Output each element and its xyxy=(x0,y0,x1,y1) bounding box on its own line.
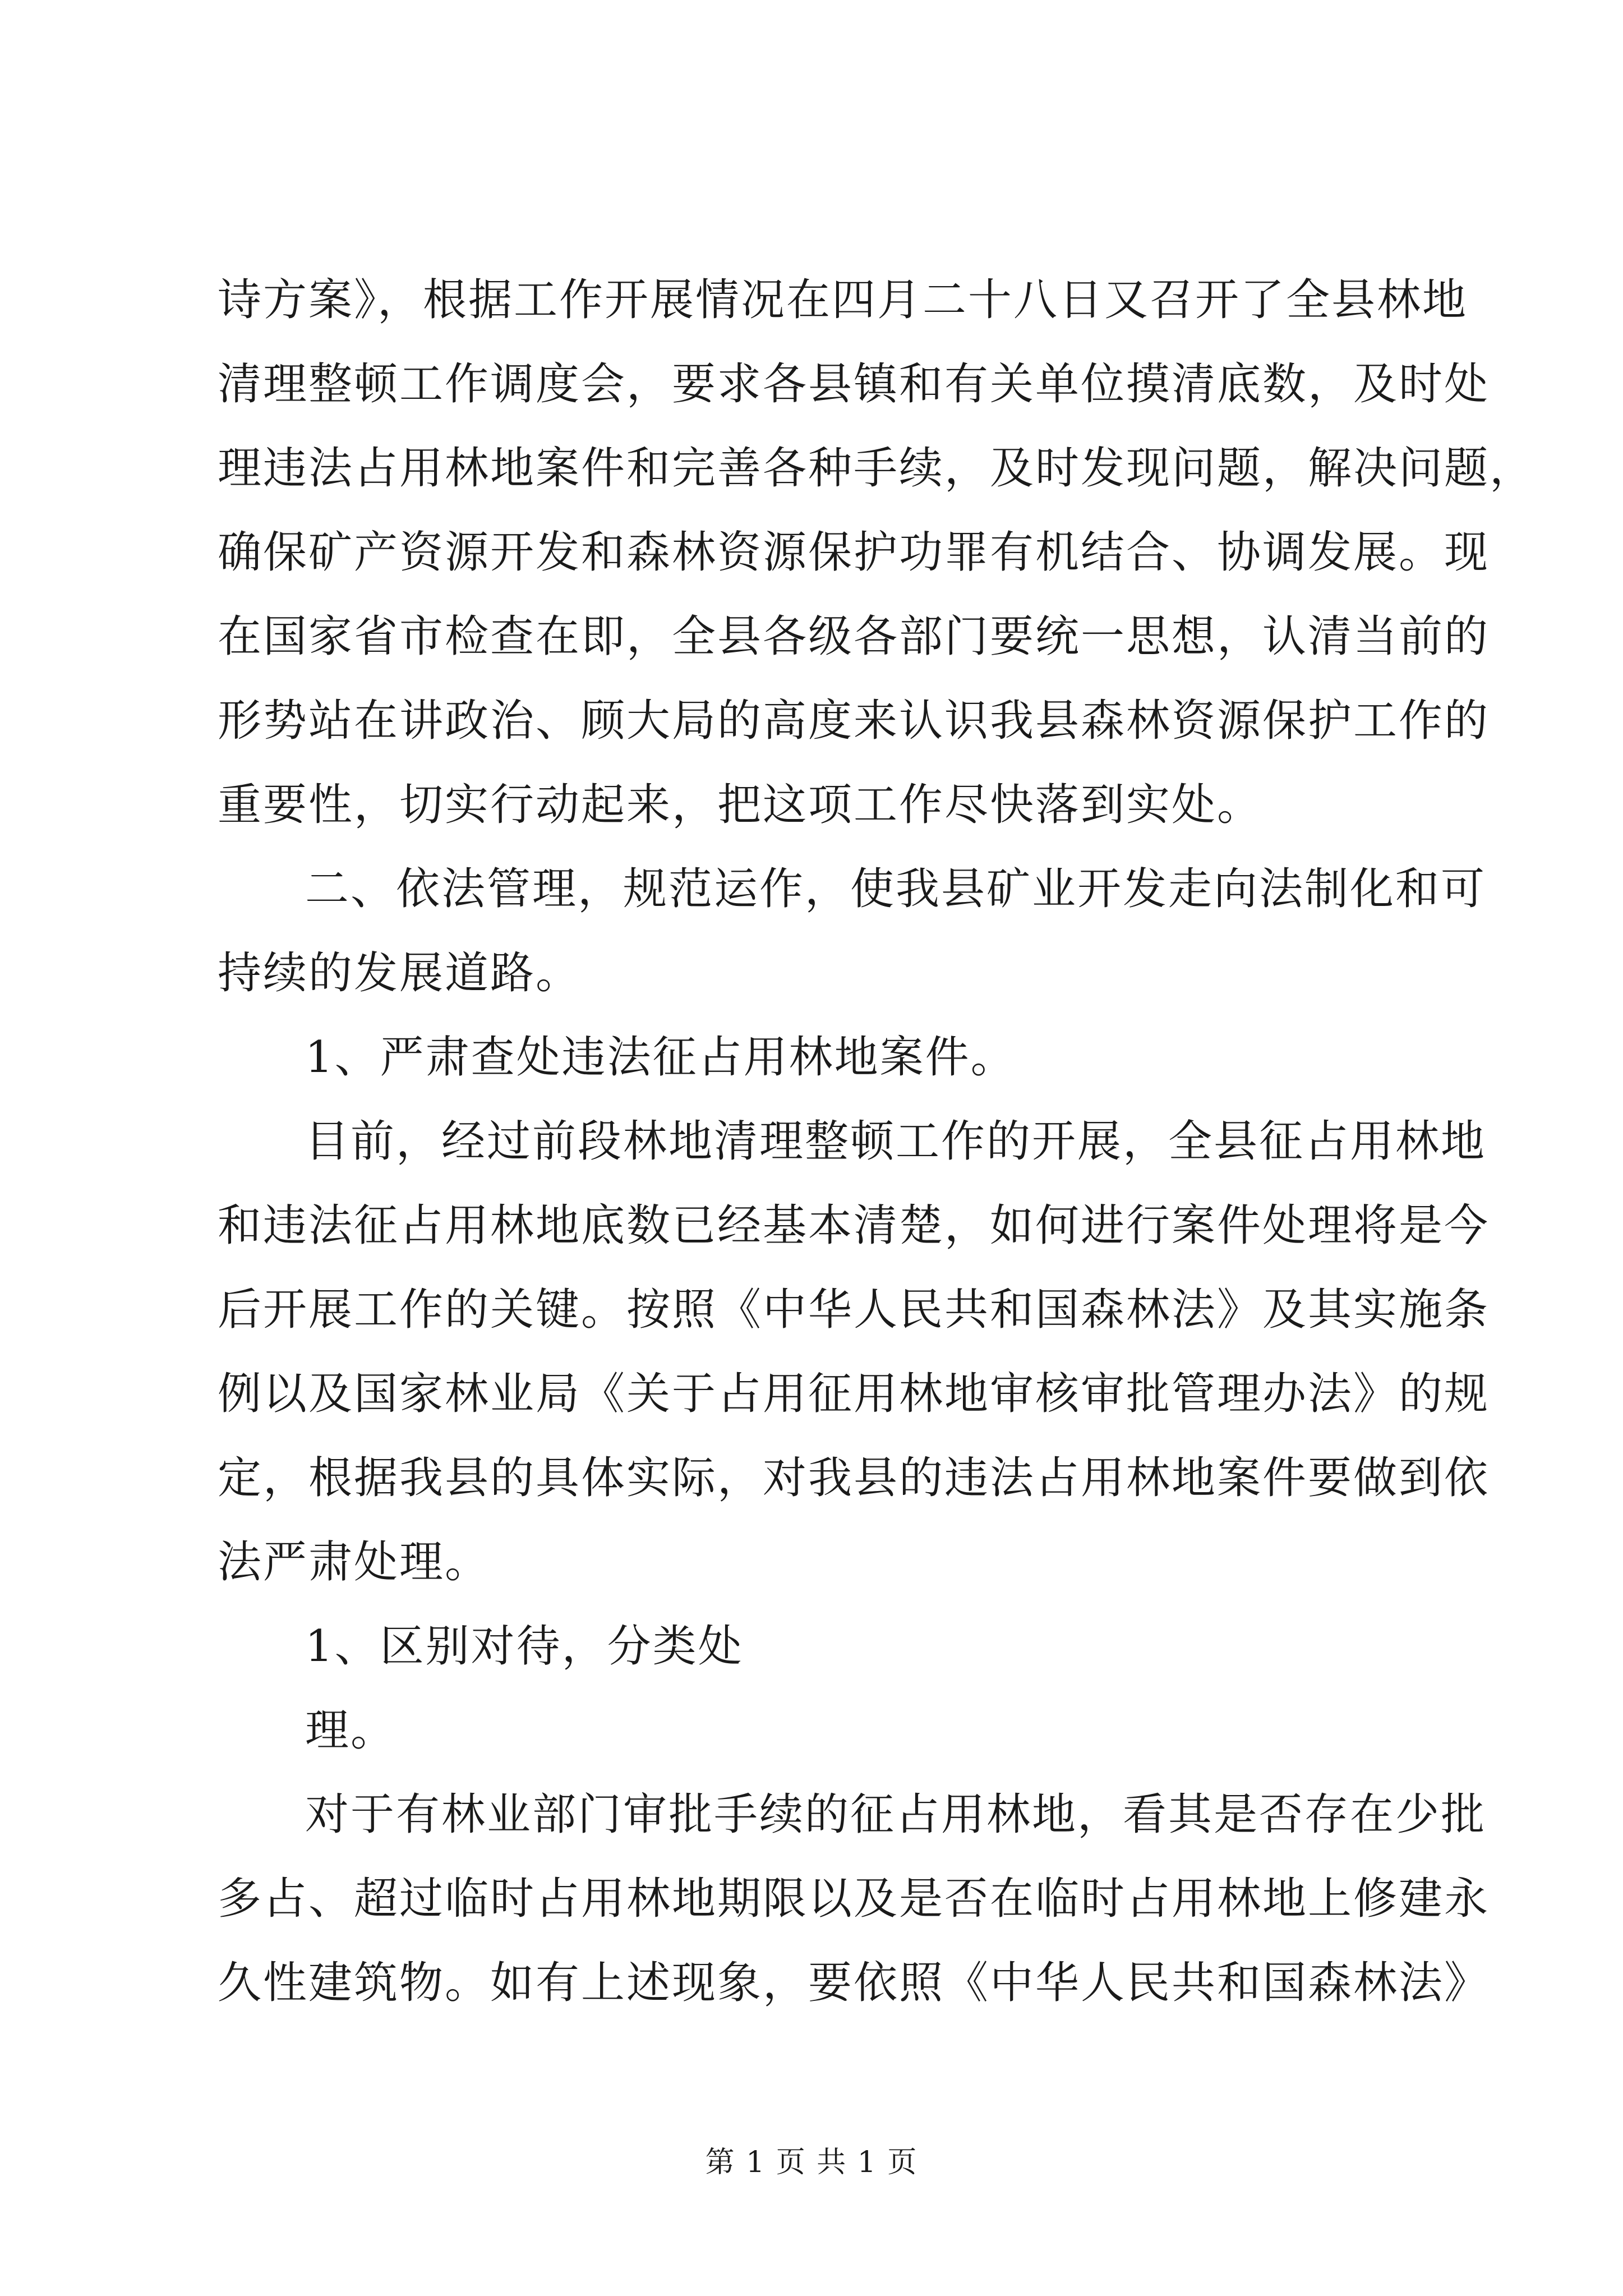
document-body xyxy=(218,258,1536,2025)
text-line: 二、依法管理，规范运作，使我县矿业开发走向法制化和可 xyxy=(305,864,1487,914)
text-line: 1、严肃查处违法征占用林地案件。 xyxy=(305,1032,1016,1083)
text-line: 对于有林业部门审批手续的征占用林地，看其是否存在少批 xyxy=(305,1789,1487,1840)
text-line: 法严肃处理。 xyxy=(218,1537,491,1588)
text-line: 和违法征占用林地底数已经基本清楚，如何进行案件处理将是今 xyxy=(218,1200,1490,1251)
text-line: 形势站在讲政治、顾大局的高度来认识我县森林资源保护工作的 xyxy=(218,696,1490,746)
text-line: 多占、超过临时占用林地期限以及是否在临时占用林地上修建永 xyxy=(218,1874,1490,1924)
text-line: 目前，经过前段林地清理整顿工作的开展，全县征占用林地 xyxy=(305,1116,1487,1167)
text-line: 久性建筑物。如有上述现象，要依照《中华人民共和国森林法》 xyxy=(218,1958,1490,2008)
text-line: 理。 xyxy=(305,1705,396,1756)
text-line: 例以及国家林业局《关于占用征用林地审核审批管理办法》的规 xyxy=(218,1369,1490,1419)
text-line: 后开展工作的关键。按照《中华人民共和国森林法》及其实施条 xyxy=(218,1285,1490,1335)
text-line: 清理整顿工作调度会，要求各县镇和有关单位摸清底数，及时处 xyxy=(218,359,1490,409)
page-footer: 第 1 页 共 1 页 xyxy=(705,2146,918,2179)
text-line: 确保矿产资源开发和森林资源保护功罪有机结合、协调发展。现 xyxy=(218,527,1490,578)
text-line: 诗方案》，根据工作开展情况在四月二十八日又召开了全县林地 xyxy=(218,275,1468,325)
text-line: 持续的发展道路。 xyxy=(218,948,582,999)
text-line: 理违法占用林地案件和完善各种手续，及时发现问题，解决问题， xyxy=(218,443,1536,494)
text-line: 重要性，切实行动起来，把这项工作尽快落到实处。 xyxy=(218,780,1263,830)
text-line: 在国家省市检查在即，全县各级各部门要统一思想，认清当前的 xyxy=(218,611,1490,662)
text-line: 1、区别对待，分类处 xyxy=(305,1621,744,1672)
text-line: 定，根据我县的具体实际，对我县的违法占用林地案件要做到依 xyxy=(218,1453,1490,1503)
